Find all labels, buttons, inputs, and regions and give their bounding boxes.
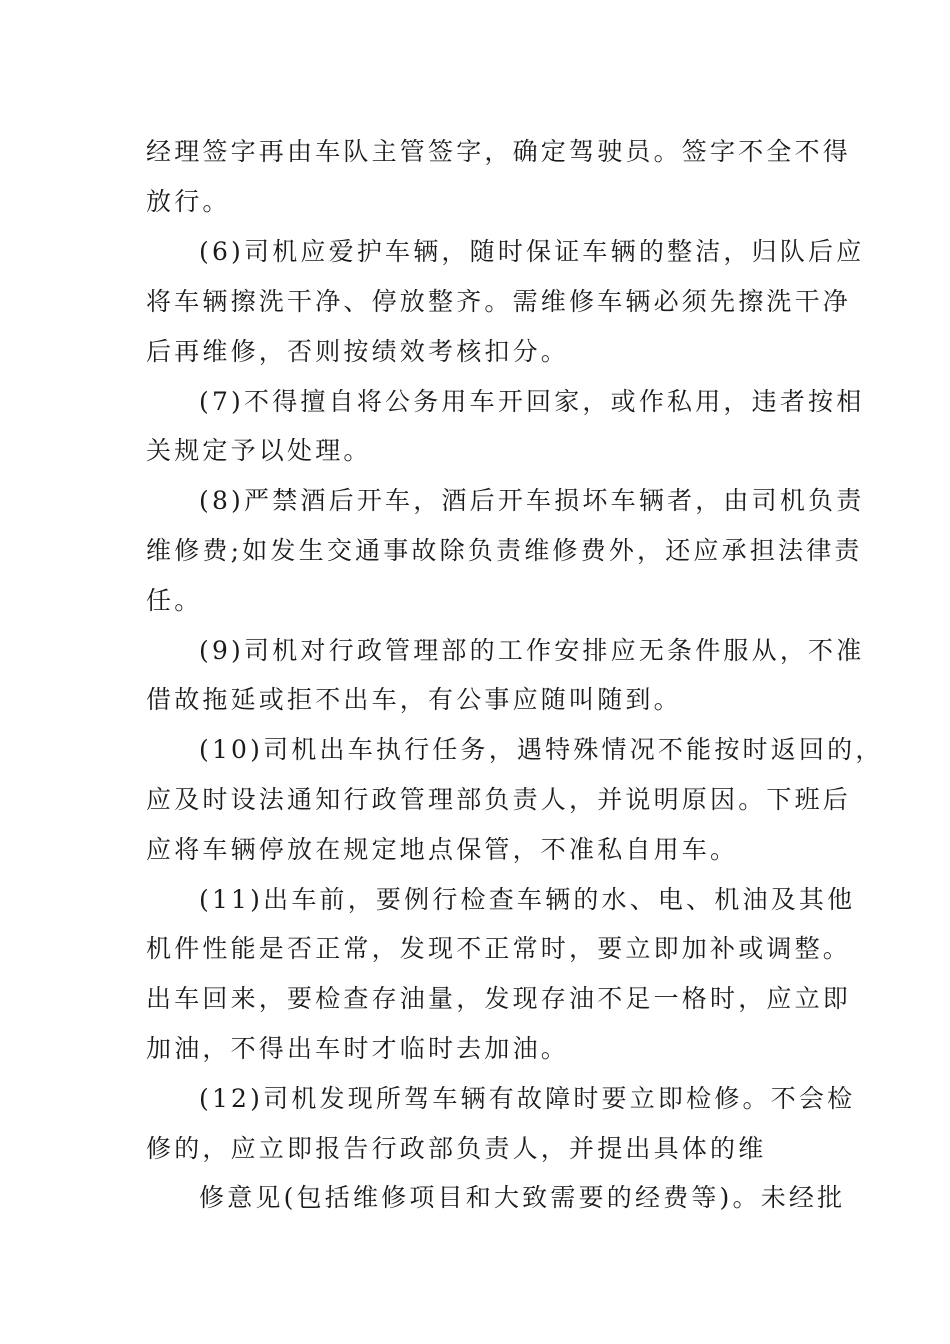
text-line: (10)司机出车执行任务，遇特殊情况不能按时返回的， xyxy=(199,735,884,764)
text-line: 修意见(包括维修项目和大致需要的经费等)。未经批 xyxy=(199,1183,846,1212)
text-line: (8)严禁酒后开车，酒后开车损坏车辆者，由司机负责 xyxy=(199,486,865,515)
text-line: (9)司机对行政管理部的工作安排应无条件服从，不准 xyxy=(199,636,865,665)
text-line: 修的，应立即报告行政部负责人，并提出具体的维 xyxy=(146,1134,767,1163)
text-line: (7)不得擅自将公务用车开回家，或作私用，违者按相 xyxy=(199,387,865,416)
text-line: 后再维修，否则按绩效考核扣分。 xyxy=(146,337,570,366)
text-line: (12)司机发现所驾车辆有故障时要立即检修。不会检 xyxy=(199,1084,856,1113)
text-line: 借故拖延或拒不出车，有公事应随叫随到。 xyxy=(146,685,682,714)
text-line: 放行。 xyxy=(146,187,231,216)
text-line: 机件性能是否正常，发现不正常时，要立即加补或调整。 xyxy=(146,934,852,963)
text-line: (11)出车前，要例行检查车辆的水、电、机油及其他 xyxy=(199,885,856,914)
text-line: 应将车辆停放在规定地点保管，不准私自用车。 xyxy=(146,835,739,864)
text-line: 出车回来，要检查存油量，发现存油不足一格时，应立即 xyxy=(146,984,852,1013)
text-line: 经理签字再由车队主管签字，确定驾驶员。签字不全不得 xyxy=(146,137,852,166)
text-line: 维修费;如发生交通事故除负责维修费外，还应承担法律责 xyxy=(146,536,863,565)
text-line: 任。 xyxy=(146,586,203,615)
text-line: 应及时设法通知行政管理部负责人，并说明原因。下班后 xyxy=(146,785,852,814)
text-line: 关规定予以处理。 xyxy=(146,436,372,465)
text-line: 将车辆擦洗干净、停放整齐。需维修车辆必须先擦洗干净 xyxy=(146,287,852,316)
text-line: (6)司机应爱护车辆，随时保证车辆的整洁，归队后应 xyxy=(199,237,865,266)
text-line: 加油，不得出车时才临时去加油。 xyxy=(146,1034,570,1063)
